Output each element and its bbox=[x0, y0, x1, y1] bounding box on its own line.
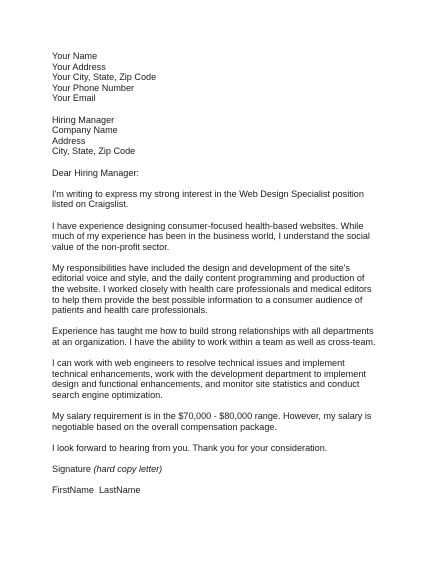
paragraph-line: search engine optimization. bbox=[52, 390, 163, 400]
paragraph-line: technical enhancements, work with the development department to implement bbox=[52, 368, 366, 379]
cover-letter bbox=[52, 51, 392, 507]
paragraph-relationships bbox=[52, 326, 392, 347]
paragraph-line: I look forward to hearing from you. Thank you for your consideration. bbox=[52, 442, 328, 453]
sender-city-state-zip: Your City, State, Zip Code bbox=[52, 72, 157, 83]
signature-line bbox=[52, 464, 392, 475]
paragraph-line: I can work with web engineers to resolve technical issues and implement bbox=[52, 358, 345, 369]
paragraph-salary bbox=[52, 411, 392, 432]
paragraph-interest bbox=[52, 189, 392, 210]
signature-row bbox=[52, 464, 392, 475]
paragraph-line: value of the non-profit sector. bbox=[52, 241, 170, 252]
paragraph-skills bbox=[52, 358, 392, 400]
typed-name bbox=[52, 485, 392, 496]
recipient-city-state-zip: City, State, Zip Code bbox=[52, 146, 136, 157]
sender-name: Your Name bbox=[52, 51, 98, 61]
paragraph-experience bbox=[52, 221, 392, 253]
paragraph-line: to help them provide the best possible information to a consumer audience of bbox=[52, 294, 363, 305]
typed-name-text: FirstName LastName bbox=[52, 485, 141, 496]
paragraph-responsibilities bbox=[52, 263, 392, 316]
signature-note: (hard copy letter) bbox=[93, 464, 163, 475]
sender-address: Your Address bbox=[52, 61, 106, 72]
paragraph-line: My responsibilities have included the design and development of the site's bbox=[52, 262, 350, 273]
salutation bbox=[52, 168, 392, 179]
paragraph-line: I have experience designing consumer-focused health-based websites. While bbox=[52, 220, 364, 231]
paragraph-line: My salary requirement is in the $70,000 - $80,000 range. However, my salary is bbox=[52, 411, 372, 422]
paragraph-line: patients and health care professionals. bbox=[52, 305, 208, 316]
sender-phone: Your Phone Number bbox=[52, 82, 135, 93]
paragraph-line: editorial voice and style, and the daily content programming and production of bbox=[52, 273, 365, 284]
recipient-company: Company Name bbox=[52, 125, 118, 136]
salutation-text: Dear Hiring Manager: bbox=[52, 167, 139, 178]
sender-email: Your Email bbox=[52, 93, 96, 104]
sender-address-block bbox=[52, 51, 392, 104]
signature-label: Signature bbox=[52, 464, 91, 475]
paragraph-line: negotiable based on the overall compensation package. bbox=[52, 421, 277, 432]
paragraph-line: Experience has taught me how to build strong relationships with all departments bbox=[52, 326, 374, 337]
paragraph-line: I'm writing to express my strong interest in the Web Design Specialist position bbox=[52, 188, 364, 199]
paragraph-line: listed on Craigslist. bbox=[52, 199, 129, 210]
paragraph-line: at an organization. I have the ability to work within a team as well as cross-team. bbox=[52, 337, 376, 348]
recipient-title: Hiring Manager bbox=[52, 114, 115, 125]
paragraph-closing bbox=[52, 443, 392, 454]
paragraph-line: design and functional enhancements, and monitor site statistics and conduct bbox=[52, 379, 360, 390]
paragraph-line: much of my experience has been in the business world, I understand the social bbox=[52, 231, 370, 242]
paragraph-line: the website. I worked closely with health care professionals and medical editors bbox=[52, 284, 372, 295]
recipient-address-block bbox=[52, 115, 392, 157]
recipient-address: Address bbox=[52, 135, 86, 146]
